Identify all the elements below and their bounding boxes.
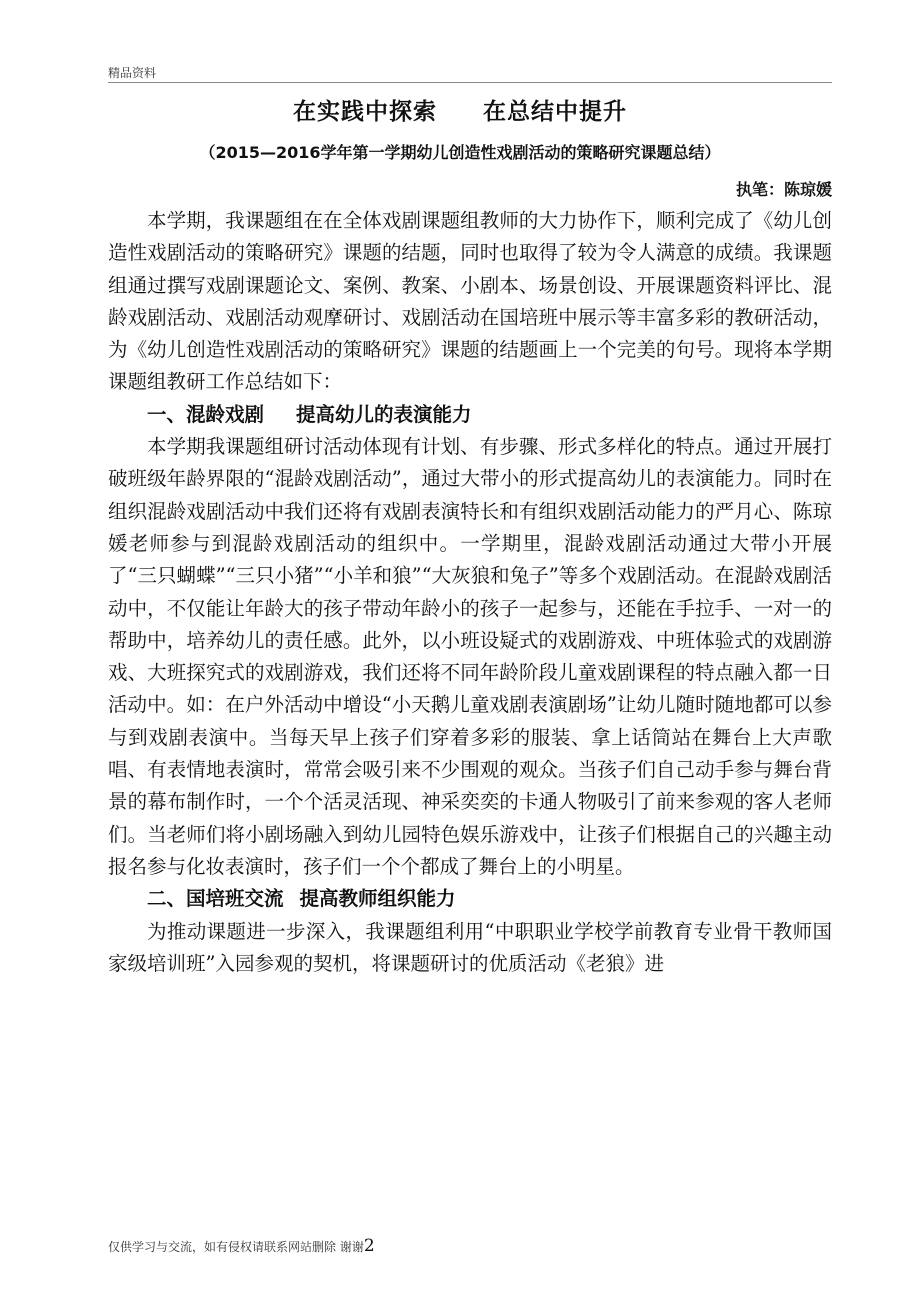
intro-paragraph: 本学期，我课题组在在全体戏剧课题组教师的大力协作下，顺利完成了《幼儿创造性戏剧活动的策略研究》课题的结题，同时也取得了较为令人满意的成绩。我课题组通过撰写戏剧课题论文、案例、教案、小剧本、场景创设、开展课题资料评比、混龄戏剧活动、戏剧活动观摩研讨、戏剧活动在国培班中展示等丰富多彩的教研活动，为《幼儿创造性戏剧活动的策略研究》课题的结题画上一个完美的句号。现将本学期课题组教研工作总结如下： <box>108 209 832 394</box>
section-1-number-title: 一、混龄戏剧 <box>147 402 265 426</box>
section-2-subtitle: 提高教师组织能力 <box>299 887 456 911</box>
header-divider <box>108 82 832 83</box>
section-2-number-title: 二、国培班交流 <box>147 887 284 911</box>
title-part-2: 在总结中提升 <box>483 99 627 125</box>
section-1-subtitle: 提高幼儿的表演能力 <box>296 402 472 426</box>
section-2-paragraph: 为推动课题进一步深入，我课题组利用“中职职业学校学前教育专业骨干教师国家级培训班”入园参观的契机，将课题研讨的优质活动《老狼》进 <box>108 919 832 975</box>
document-subtitle: （2015—2016学年第一学期幼儿创造性戏剧活动的策略研究课题总结） <box>199 143 721 162</box>
footer-note <box>108 1236 375 1256</box>
page-number: 2 <box>363 1236 375 1256</box>
section-heading-2 <box>108 883 832 915</box>
section-heading-1 <box>108 399 832 431</box>
document-title <box>0 93 920 126</box>
author-line: 执笔：陈琼媛 <box>735 180 832 199</box>
footer-disclaimer: 仅供学习与交流，如有侵权请联系网站删除 谢谢 <box>108 1240 364 1254</box>
section-1-paragraph: 本学期我课题组研讨活动体现有计划、有步骤、形式多样化的特点。通过开展打破班级年龄界限的“混龄戏剧活动”，通过大带小的形式提高幼儿的表演能力。同时在组织混龄戏剧活动中我们还将有戏剧表演特长和有组织戏剧活动能力的严月心、陈琼媛老师参与到混龄戏剧活动的组织中。一学期里，混龄戏剧活动通过大带小开展了“三只蝴蝶”“三只小猪”“小羊和狼”“大灰狼和兔子”等多个戏剧活动。在混龄戏剧活动中，不仅能让年龄大的孩子带动年龄小的孩子一起参与，还能在手拉手、一对一的帮助中，培养幼儿的责任感。此外，以小班设疑式的戏剧游戏、中班体验式的戏剧游戏、大班探究式的戏剧游戏，我们还将不同年龄阶段儿童戏剧课程的特点融入都一日活动中。如：在户外活动中增设“小天鹅儿童戏剧表演剧场”让幼儿随时随地都可以参与到戏剧表演中。当每天早上孩子们穿着多彩的服装、拿上话筒站在舞台上大声歌唱、有表情地表演时，常常会吸引来不少围观的观众。当孩子们自己动手参与舞台背景的幕布制作时，一个个活灵活现、神采奕奕的卡通人物吸引了前来参观的客人老师们。当老师们将小剧场融入到幼儿园特色娱乐游戏中，让孩子们根据自己的兴趣主动报名参与化妆表演时，孩子们一个个都成了舞台上的小明星。 <box>108 435 832 878</box>
title-part-1: 在实践中探索 <box>293 99 437 125</box>
header-note: 精品资料 <box>108 66 157 80</box>
document-body <box>108 205 832 980</box>
